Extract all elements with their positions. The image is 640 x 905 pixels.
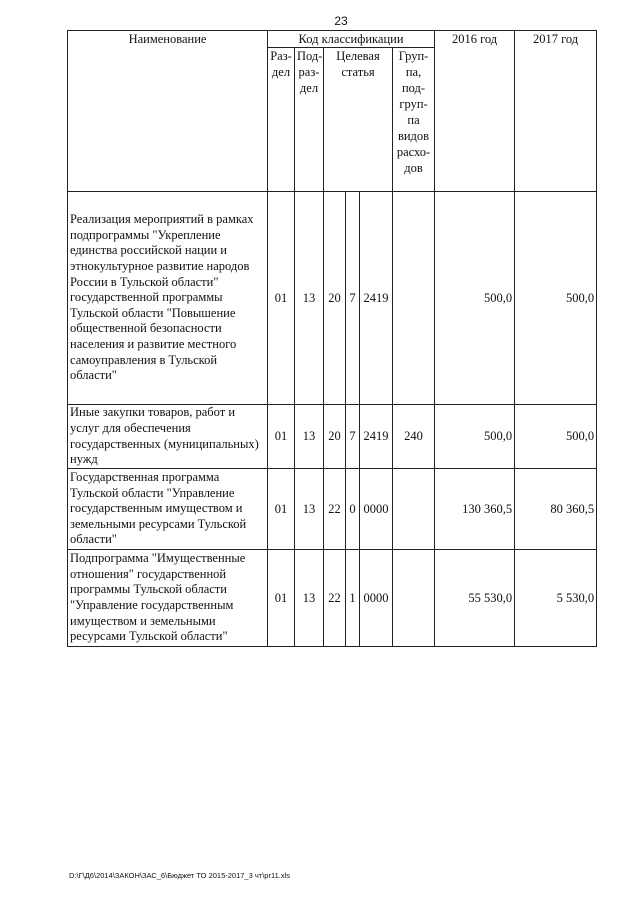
header-year-2016: 2016 год — [435, 31, 515, 192]
row-2016: 500,0 — [435, 192, 515, 405]
row-subsection: 13 — [295, 469, 324, 550]
row-2017: 500,0 — [515, 405, 597, 469]
row-target-2: 7 — [346, 192, 360, 405]
header-classification-code: Код классификации — [268, 31, 435, 48]
row-target-2: 1 — [346, 550, 360, 647]
table-row — [68, 550, 597, 647]
row-target-1: 20 — [324, 405, 346, 469]
row-2017: 5 530,0 — [515, 550, 597, 647]
row-section: 01 — [268, 405, 295, 469]
row-name: Иные закупки товаров, работ и услуг для обеспечения государственных (муниципальных) нужд — [68, 405, 268, 469]
header-name: Наименование — [68, 31, 268, 192]
row-target-2: 7 — [346, 405, 360, 469]
header-year-2017: 2017 год — [515, 31, 597, 192]
budget-table — [67, 30, 597, 647]
header-group: Груп- па, под- груп- па видов расхо- дов — [393, 48, 435, 192]
row-section: 01 — [268, 192, 295, 405]
row-target-3: 2419 — [360, 192, 393, 405]
header-section: Раз- дел — [268, 48, 295, 192]
row-name: Государственная программа Тульской области "Управление государственным имуществом и земельными ресурсами Тульской области" — [68, 469, 268, 550]
row-subsection: 13 — [295, 405, 324, 469]
row-group — [393, 550, 435, 647]
page-number: 23 — [334, 14, 348, 28]
row-target-3: 2419 — [360, 405, 393, 469]
row-group: 240 — [393, 405, 435, 469]
header-subsection: Под- раз- дел — [295, 48, 324, 192]
row-subsection: 13 — [295, 192, 324, 405]
row-target-3: 0000 — [360, 550, 393, 647]
row-2017: 80 360,5 — [515, 469, 597, 550]
row-target-2: 0 — [346, 469, 360, 550]
row-target-3: 0000 — [360, 469, 393, 550]
row-subsection: 13 — [295, 550, 324, 647]
row-name: Реализация мероприятий в рамках подпрограммы "Укрепление единства российской нации и этнокультурное развитие народов России в Тульской области" государственной программы Тульской области "Повышение общественной безопасности населения и развитие местного самоуправления в Тульской области" — [68, 192, 268, 405]
table-row — [68, 469, 597, 550]
table-row — [68, 405, 597, 469]
row-target-1: 20 — [324, 192, 346, 405]
row-2016: 500,0 — [435, 405, 515, 469]
row-target-1: 22 — [324, 550, 346, 647]
row-2017: 500,0 — [515, 192, 597, 405]
row-2016: 55 530,0 — [435, 550, 515, 647]
row-name: Подпрограмма "Имущественные отношения" государственной программы Тульской области "Управление государственным имуществом и земельными ресурсами Тульской области" — [68, 550, 268, 647]
row-section: 01 — [268, 469, 295, 550]
table-row — [68, 192, 597, 405]
footer-file-path: D:\Г\Д6\2014\ЗАКОН\ЗАС_6\Бюджет ТО 2015-2017_3 чт\pr11.xls — [69, 871, 290, 880]
header-target-item: Целевая статья — [324, 48, 393, 192]
row-group — [393, 469, 435, 550]
row-target-1: 22 — [324, 469, 346, 550]
row-section: 01 — [268, 550, 295, 647]
row-group — [393, 192, 435, 405]
row-2016: 130 360,5 — [435, 469, 515, 550]
